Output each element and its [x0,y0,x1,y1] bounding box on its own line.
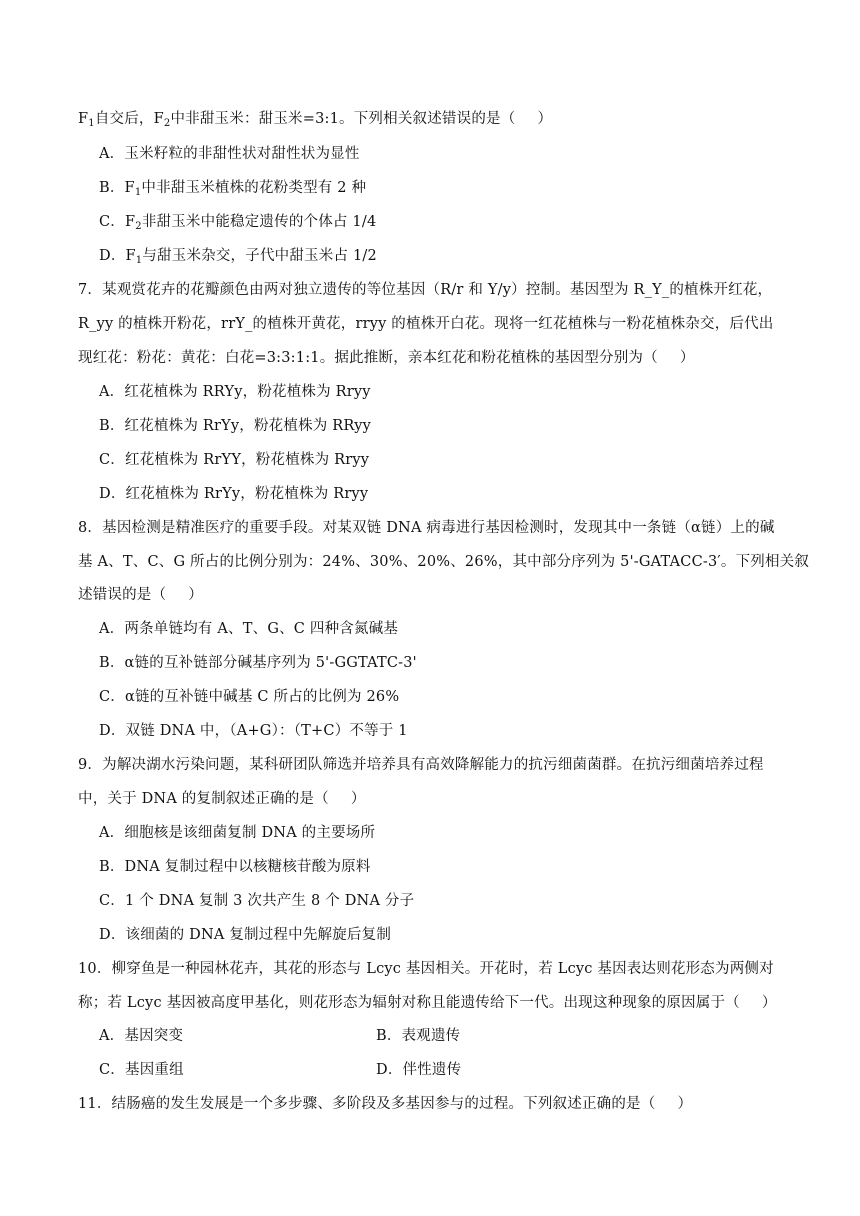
q10-stem-line1: 10．柳穿鱼是一种园林花卉，其花的形态与 Lcyc 基因相关。开花时，若 Lcyc 基因表达则花形态为两侧对 [78,961,774,977]
q8-stem-line2: 基 A、T、C、G 所占的比例分别为：24%、30%、20%、26%，其中部分序列为 5'-GATACC-3′。下列相关叙 [78,554,810,570]
q8-stem-line3: 述错误的是（ ） [78,587,203,603]
q9-stem-line1: 9．为解决湖水污染问题，某科研团队筛选并培养具有高效降解能力的抗污细菌菌群。在抗污细菌培养过程 [78,757,764,773]
q7-option-d: D．红花植株为 RrYy，粉花植株为 Rryy [99,486,369,502]
q8-stem-line1: 8．基因检测是精准医疗的重要手段。对某双链 DNA 病毒进行基因检测时，发现其中一条链（α链）上的碱 [78,520,775,536]
q7-stem-line3: 现红花：粉花：黄花：白花=3:3:1:1。据此推断，亲本红花和粉花植株的基因型分别为（ ） [78,350,695,366]
q9-option-a: A．细胞核是该细菌复制 DNA 的主要场所 [99,825,376,841]
q9-option-c: C．1 个 DNA 复制 3 次共产生 8 个 DNA 分子 [99,893,415,909]
q6-option-b: B．$F_1$中非甜玉米植株的花粉类型有 2 种 [99,180,367,198]
q6-option-c: C．$F_2$非甜玉米中能稳定遗传的个体占 1/4 [99,214,377,232]
q11-stem-line1: 11．结肠癌的发生发展是一个多步骤、多阶段及多基因参与的过程。下列叙述正确的是（ ） [78,1096,693,1112]
q10-option-d: D．伴性遗传 [376,1062,462,1078]
q10-stem-line2: 称；若 Lcyc 基因被高度甲基化，则花形态为辐射对称且能遗传给下一代。出现这种现象的原因属于（ ） [78,995,777,1011]
q9-option-d: D．该细菌的 DNA 复制过程中先解旋后复制 [99,927,392,943]
q10-option-a: A．基因突变 [99,1028,184,1044]
q9-option-b: B．DNA 复制过程中以核糖核苷酸为原料 [99,859,371,875]
q8-option-b: B．α链的互补链部分碱基序列为 5'-GGTATC-3' [99,655,417,671]
q8-option-d: D．双链 DNA 中，（A+G）：（T+C）不等于 1 [99,723,408,739]
q8-option-a: A．两条单链均有 A、T、G、C 四种含氮碱基 [99,621,399,637]
q7-stem-line2: R_yy 的植株开粉花，rrY_的植株开黄花，rryy 的植株开白花。现将一红花植株与一粉花植株杂交，后代出 [78,316,774,332]
q7-stem-line1: 7．某观赏花卉的花瓣颜色由两对独立遗传的等位基因（R/r 和 Y/y）控制。基因型为 R_Y_的植株开红花， [78,282,773,298]
q9-stem-line2: 中，关于 DNA 的复制叙述正确的是（ ） [78,791,366,807]
q7-option-a: A．红花植株为 RRYy，粉花植株为 Rryy [99,384,371,400]
q7-option-b: B．红花植株为 RrYy，粉花植株为 RRyy [99,418,372,434]
q10-option-c: C．基因重组 [99,1062,184,1078]
q7-option-c: C．红花植株为 RrYY，粉花植株为 Rryy [99,452,370,468]
q6-stem: $F_1$自交后，$F_2$中非甜玉米：甜玉米=3:1。下列相关叙述错误的是（ ） [78,111,553,129]
q10-option-b: B．表观遗传 [376,1028,461,1044]
q6-option-d: D．$F_1$与甜玉米杂交，子代中甜玉米占 1/2 [99,248,377,266]
q6-option-a: A．玉米籽粒的非甜性状对甜性状为显性 [99,146,360,162]
q8-option-c: C．α链的互补链中碱基 C 所占的比例为 26% [99,689,400,705]
